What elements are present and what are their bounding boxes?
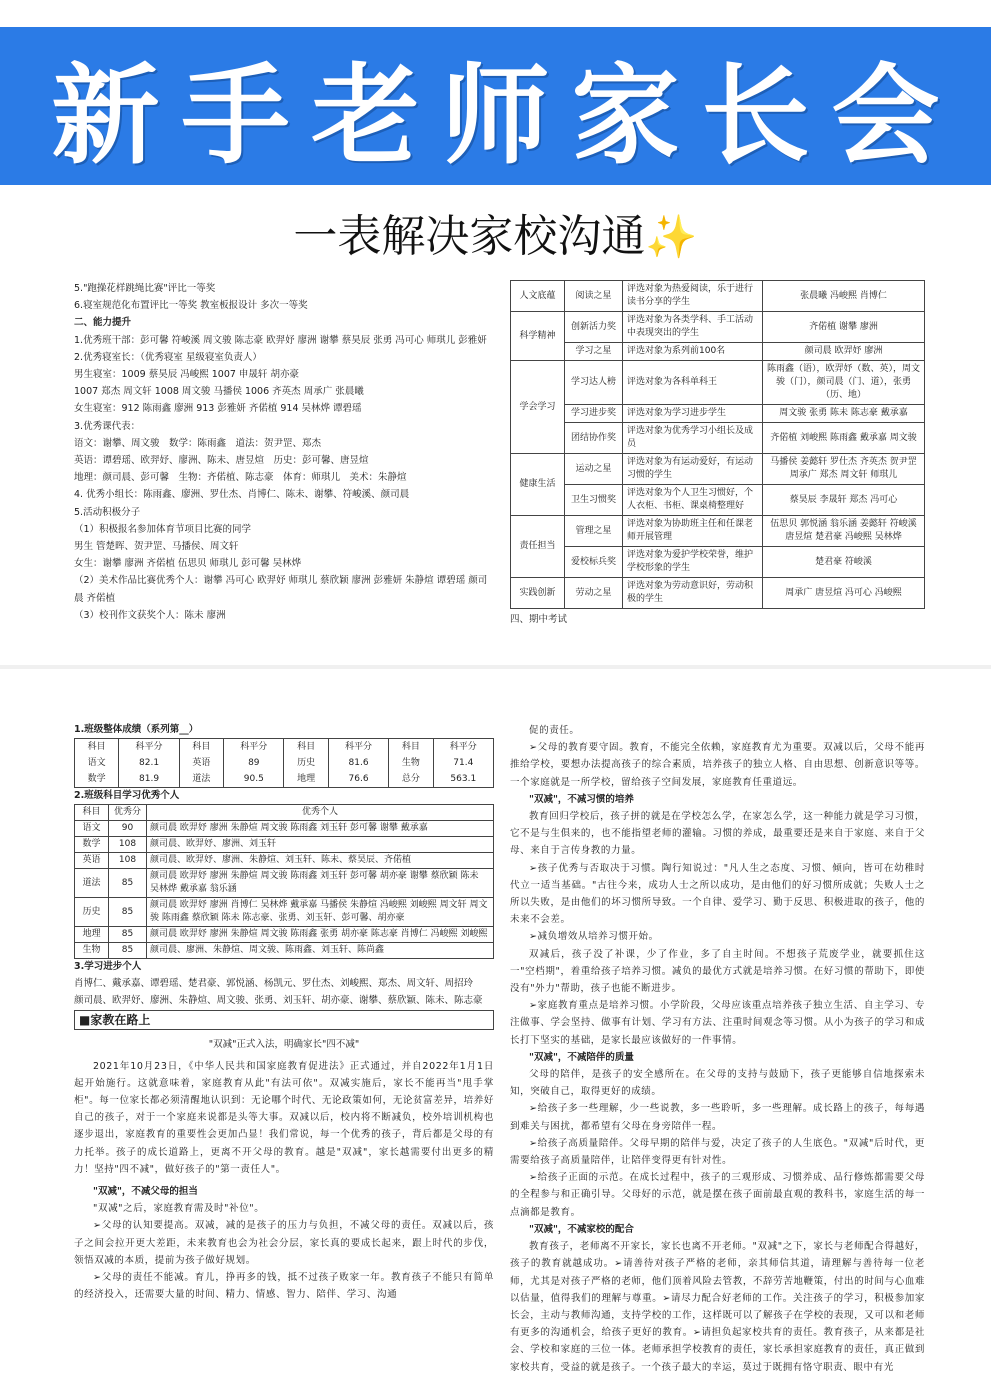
paragraph: 教育孩子，老师离不开家长，家长也离不开老师。"双减"之下，家长与老师配合得越好，孩子的教育就越成功。➢请善待对孩子严格的老师，亲其师信其道，请理解与善待每一位老师，尤其是对孩子严格的老师，他们顶着风险去管教，不辞劳苦地鞭策，付出的时间与心血难以估量，值得我们的理解与尊重。➢请尽力配合好老师的工作。关注孩子的学习，积极参加家长会，主动与教师沟通，支持学校的工作，这样既可以了解孩子在学校的表现，又可以和老师有更多的沟通机会，给孩子更好的教育。➢请担负起家校共育的责任。教育孩子，从来都是社会、学校和家庭的三位一体。老师承担学校教育的责任，家长承担家庭教育的责任，真正做到家校共育，受益的就是孩子。一个孩子最大的幸运，莫过于既拥有恪守职责、眼中有光	[510, 1241, 925, 1373]
section-heading-3: "双减"，不减陪伴的质量	[529, 1051, 634, 1063]
article-intro: 2021年10月23日，《中华人民共和国家庭教育促进法》正式通过，并自2022年1月1日起开始施行。这就意味着，家庭教育从此"有法可依"。双减实施后，家长不能再当"甩手掌柜"。每一位家长都必须清醒地认识到：无论哪个时代、无论政策如何，无论贫富差异，培养好自己的孩子，对于一个家庭来说都是头等大事。双减以后，校内将不断减负，校外培训机构也逐步退出，家庭教育的重要性会更加凸显！我们常说，每一个优秀的孩子，背后都是父母的有力托举。孩子的成长道路上，更离不开父母的教育。越是"双减"，家长越需要付出更多的精力！坚持"四不减"，做好孩子的"第一责任人"。	[74, 1060, 494, 1175]
text-line: 男生寝室：1009 蔡昊辰 冯峻熙 1007 申晟轩 胡亦豪	[74, 369, 299, 381]
names-cell: 颜司晨、欧羿妤、廖洲、刘玉轩	[147, 837, 494, 853]
text-line: 4. 优秀小组长：陈雨鑫、廖洲、罗仕杰、肖博仁、陈未、谢攀、符峻溪、颜司晨	[74, 489, 410, 501]
score-cell: 总分	[389, 771, 433, 788]
award-name: 劳动之星	[565, 578, 623, 609]
award-recipients: 张晨曦 冯峻熙 肖博仁	[763, 281, 925, 312]
excellent-row	[75, 837, 494, 853]
section-1-body	[74, 1200, 494, 1303]
excellent-table-title: 2.班级科目学习优秀个人	[74, 790, 180, 801]
score-cell: 76.6	[328, 771, 388, 788]
score-header: 科目	[389, 739, 433, 756]
score-cell: 71.4	[433, 755, 493, 771]
score-cell: 81.6	[328, 755, 388, 771]
text-line: 6.寝室规范化布置评比一等奖 教室板报设计 多次一等奖	[74, 300, 308, 312]
score-cell: 108	[109, 837, 147, 853]
score-cell: 数学	[75, 771, 119, 788]
excellent-row	[75, 853, 494, 869]
award-category: 责任担当	[511, 516, 565, 578]
text-line: （3）校刊作文获奖个人：陈未 廖洲	[74, 609, 226, 621]
paragraph: ➢孩子优秀与否取决于习惯。陶行知说过："凡人生之态度、习惯、倾向，皆可在幼稚时代立一适当基础。"古往今来，成功人士之所以成功，是由他们的好习惯所成就；失败人士之所以失败，是由他们的坏习惯所导致。一个自律、爱学习、勤于反思、积极进取的孩子，他的未来不会差。	[510, 862, 925, 926]
subject-cell: 英语	[75, 853, 109, 869]
excellent-row	[75, 869, 494, 898]
paragraph: ➢家庭教育重点是培养习惯。小学阶段，父母应该重点培养孩子独立生活、自主学习、专注做事、学会坚持、做事有计划、学习有方法、注重时间观念等习惯。从小为孩子的学习和成长打下坚实的基础，是家长最应该做好的一件事情。	[510, 1000, 925, 1046]
text-line: 5."跑操花样跳绳比赛"评比一等奖	[74, 283, 216, 294]
award-recipients: 马播侯 姜懿轩 罗仕杰 齐英杰 贺尹罡 周承广 郑杰 周文轩 师琪儿	[763, 454, 925, 485]
award-row	[511, 516, 925, 547]
subject-cell: 数学	[75, 837, 109, 853]
award-row	[511, 312, 925, 343]
names-cell: 颜司晨 欧羿妤 廖洲 朱静煊 周文骏 陈雨鑫 张勇 胡亦豪 陈志豪 肖博仁 冯峻熙 刘峻熙	[147, 927, 494, 943]
doc-page-1-right	[510, 280, 925, 628]
score-header: 科目	[284, 739, 328, 756]
names-cell: 颜司晨、廖洲、朱静煊、周文骏、陈雨鑫、刘玉轩、陈尚鑫	[147, 943, 494, 959]
score-header: 科平分	[119, 739, 179, 756]
award-criteria: 评选对象为协助班主任和任课老师开展管理	[623, 516, 763, 547]
award-row	[511, 405, 925, 423]
score-cell: 90	[109, 821, 147, 837]
score-header: 科平分	[433, 739, 493, 756]
award-category: 人文底蕴	[511, 281, 565, 312]
score-row	[75, 771, 494, 788]
score-cell: 生物	[389, 755, 433, 771]
award-recipients: 楚君豪 符峻溪	[763, 547, 925, 578]
excellent-header-row	[75, 805, 494, 821]
paragraph: 双减后，孩子没了补课，少了作业，多了自主时间。不想孩子荒废学业，就要抓住这一"空档期"，着重给孩子培养习惯。减负的最优方式就是培养习惯。在好习惯的帮助下，即使没有"外力"帮助，孩子也能不断进步。	[510, 948, 925, 995]
score-cell: 85	[109, 898, 147, 927]
progress-line: 肖博仁、戴承嘉、谭碧瑶、楚君豪、郭悦涵、杨凯元、罗仕杰、刘峻熙、郑杰、周文轩、周招玲	[74, 978, 474, 989]
progress-title: 3.学习进步个人	[74, 961, 142, 972]
score-table-title: 1.班级整体成绩（系列第__）	[74, 724, 199, 735]
excellent-row	[75, 943, 494, 959]
score-cell: 81.9	[119, 771, 179, 788]
section-3-body	[510, 1066, 925, 1221]
award-criteria: 评选对象为各科单科王	[623, 361, 763, 405]
score-cell: 英语	[179, 755, 223, 771]
award-recipients: 齐偌植 刘峻熙 陈雨鑫 戴承嘉 周文骏	[763, 423, 925, 454]
score-cell: 82.1	[119, 755, 179, 771]
award-name: 学习之星	[565, 343, 623, 361]
award-criteria: 评选对象为个人卫生习惯好，个人衣柜、书柜、课桌椅整理好	[623, 485, 763, 516]
progress-list	[74, 975, 494, 1009]
award-category: 科学精神	[511, 312, 565, 361]
text-line: 女生：谢攀 廖洲 齐偌植 伍思贝 师琪儿 彭可馨 吴林烨	[74, 558, 302, 570]
names-cell: 颜司晨、欧羿妤、廖洲、朱静煊、刘玉轩、陈未、蔡昊辰、齐偌植	[147, 853, 494, 869]
score-header: 科目	[179, 739, 223, 756]
score-cell: 108	[109, 853, 147, 869]
text-line: （1）积极报名参加体育节项目比赛的同学	[74, 523, 252, 535]
page-title: 新手老师家长会	[51, 53, 962, 179]
score-cell: 85	[109, 943, 147, 959]
text-line: 男生 管楚晖、贺尹罡、马播侯、周文轩	[74, 541, 239, 553]
section-2-body	[510, 808, 925, 1049]
subtitle	[0, 200, 991, 264]
award-recipients: 陈雨鑫（语），欧羿妤（数、英），周文骏（门），颜司晨（门、道），张勇（历、地）	[763, 361, 925, 405]
score-cell: 语文	[75, 755, 119, 771]
names-cell: 颜司晨 欧羿妤 廖洲 朱静煊 周文骏 陈雨鑫 刘玉轩 彭可馨 胡亦豪 谢攀 蔡欣颖 陈未 吴林烨 戴承嘉 翁乐涵	[147, 869, 494, 898]
excellent-row	[75, 898, 494, 927]
award-row	[511, 343, 925, 361]
doc-page-2-right	[510, 722, 925, 1376]
award-name: 学习进步奖	[565, 405, 623, 423]
section-4-body	[510, 1238, 925, 1376]
excellent-row	[75, 821, 494, 837]
excellent-header: 优秀分	[109, 805, 147, 821]
award-recipients: 伍思贝 郭悦涵 翁乐涵 姜懿轩 符峻溪 唐昱煊 楚君豪 冯峻熙 吴林烨	[763, 516, 925, 547]
excellent-header: 优秀个人	[147, 805, 494, 821]
award-name: 运动之星	[565, 454, 623, 485]
text-line: 女生寝室：912 陈雨鑫 廖洲 913 彭雅妍 齐偌植 914 吴林烨 谭碧瑶	[74, 403, 362, 415]
score-table	[74, 738, 494, 788]
subject-cell: 地理	[75, 927, 109, 943]
title-banner	[0, 27, 991, 185]
score-header: 科目	[75, 739, 119, 756]
award-category: 健康生活	[511, 454, 565, 516]
award-row	[511, 485, 925, 516]
paragraph: 促的责任。	[529, 725, 580, 736]
award-name: 创新活力奖	[565, 312, 623, 343]
paragraph: 教育回归学校后，孩子拼的就是在学校怎么学，在家怎么学，这一种能力就是学习习惯，它不是与生俱来的，也不能指望老师的灌输。习惯的养成，最重要还是来自于家庭、来自于父母、来自于言传身教的力量。	[510, 811, 925, 857]
doc-page-1-left	[74, 280, 494, 624]
award-recipients: 周承广 唐昱煊 冯可心 冯峻熙	[763, 578, 925, 609]
award-criteria: 评选对象为学习进步学生	[623, 405, 763, 423]
award-name: 团结协作奖	[565, 423, 623, 454]
text-line: 5.活动积极分子	[74, 506, 141, 518]
text-line: 二、能力提升	[74, 317, 132, 329]
paragraph: ➢父母的责任不能减。育儿，挣再多的钱，抵不过孩子败家一年。教育孩子不能只有简单的经济投入，还需要大量的时间、精力、情感、智力、陪伴、学习、沟通	[74, 1272, 494, 1301]
subject-cell: 道法	[75, 869, 109, 898]
score-header: 科平分	[328, 739, 388, 756]
score-header: 科平分	[224, 739, 284, 756]
award-row	[511, 454, 925, 485]
award-criteria: 评选对象为热爱阅读，乐于进行读书分享的学生	[623, 281, 763, 312]
award-row	[511, 578, 925, 609]
score-cell: 道法	[179, 771, 223, 788]
award-criteria: 评选对象为各类学科、手工活动中表现突出的学生	[623, 312, 763, 343]
award-criteria: 评选对象为优秀学习小组长及成员	[623, 423, 763, 454]
score-cell: 563.1	[433, 771, 493, 788]
text-line: 地理：颜司晨、彭可馨 生物：齐偌植、陈志豪 体育：师琪儿 美术：朱静煊	[74, 472, 407, 484]
award-criteria: 评选对象为系列前100名	[623, 343, 763, 361]
award-category: 实践创新	[511, 578, 565, 609]
paragraph: ➢减负增效从培养习惯开始。	[529, 931, 659, 943]
award-name: 阅读之星	[565, 281, 623, 312]
award-criteria: 评选对象为劳动意识好，劳动积极的学生	[623, 578, 763, 609]
section-heading-1: "双减"，不减父母的担当	[93, 1186, 198, 1198]
score-cell: 85	[109, 927, 147, 943]
award-row	[511, 281, 925, 312]
subject-cell: 语文	[75, 821, 109, 837]
excellent-header: 科目	[75, 805, 109, 821]
subtitle-text: 一表解决家校沟通	[293, 211, 646, 262]
text-line: 英语：谭碧瑶、欧羿妤、廖洲、陈未、唐昱煊 历史：彭可馨、唐昱煊	[74, 455, 369, 467]
midterm-heading: 四、期中考试	[510, 614, 568, 625]
award-row	[511, 423, 925, 454]
award-name: 学习达人榜	[565, 361, 623, 405]
excellent-row	[75, 927, 494, 943]
section-heading-2: "双减"，不减习惯的培养	[529, 793, 634, 805]
paragraph: 父母的陪伴，是孩子的安全感所在。在父母的支持与鼓励下，孩子更能够自信地探索未知，突破自己，取得更好的成绩。	[510, 1069, 925, 1098]
text-line: （2）美术作品比赛优秀个人：谢攀 冯可心 欧羿妤 师琪儿 蔡欣颖 廖洲 彭雅妍 朱静煊 谭碧瑶 颜司晨 齐偌植	[74, 575, 488, 604]
text-line: 1.优秀班干部：彭可馨 符峻溪 周文骏 陈志豪 欧羿妤 廖洲 谢攀 蔡昊辰 张勇 冯可心 师琪儿 彭雅妍	[74, 334, 487, 346]
subject-cell: 历史	[75, 898, 109, 927]
article-title: "双减"正式入法，明确家长"四不减"	[208, 1039, 360, 1051]
award-recipients: 蔡昊辰 李晟轩 郑杰 冯可心	[763, 485, 925, 516]
paragraph: ➢给孩子正面的示范。在成长过程中，孩子的三观形成、习惯养成、品行修炼都需要父母的全程参与和正确引导。父母好的示范，就是摆在孩子面前最直观的教科书，家庭生活的每一点滴都是教育。	[510, 1172, 925, 1218]
names-cell: 颜司晨 欧羿妤 廖洲 肖博仁 吴林烨 戴承嘉 马播侯 朱静煊 冯峻熙 刘峻熙 周文轩 周文骏 陈雨鑫 蔡欣颖 陈未 陈志豪、张勇、刘玉轩、彭可馨、胡亦豪	[147, 898, 494, 927]
award-name: 爱校标兵奖	[565, 547, 623, 578]
paragraph: ➢给孩子高质量陪伴。父母早期的陪伴与爱，决定了孩子的人生底色。"双减"后时代，更需要给孩子高质量陪伴，让陪伴变得更有针对性。	[510, 1137, 925, 1167]
score-cell: 90.5	[224, 771, 284, 788]
paragraph: ➢给孩子多一些理解，少一些说教，多一些聆听，多一些理解。成长路上的孩子，每每遇到难关与困扰，都希望有父母在身旁陪伴一程。	[510, 1103, 925, 1132]
section-heading-4: "双减"，不减家校的配合	[529, 1223, 634, 1235]
award-recipients: 颜司晨 欧羿妤 廖洲	[763, 343, 925, 361]
award-name: 卫生习惯奖	[565, 485, 623, 516]
award-category: 学会学习	[511, 361, 565, 454]
score-header-row	[75, 739, 494, 756]
paragraph: ➢父母的认知要提高。双减，减的是孩子的压力与负担，不减父母的责任。双减以后，孩子之间会拉开更大差距，未来教育也会为社会分层，家长真的要成长起来，跟上时代的步伐，领悟双减的本质，提前为孩子做好规划。	[74, 1220, 494, 1266]
text-line: 3.优秀课代表：	[74, 420, 141, 432]
paragraph: ➢父母的教育要守固。教育，不能完全依赖，家庭教育尤为重要。双减以后，父母不能再推给学校，要想办法提高孩子的综合素质，培养孩子的独立人格、自由思想、创新意识等等。一个家庭就是一所学校，留给孩子空间发展，家庭教育任重道远。	[510, 742, 925, 788]
home-education-bar: ■家教在路上	[74, 1010, 494, 1030]
score-row	[75, 755, 494, 771]
award-table	[510, 280, 925, 609]
award-recipients: 周文骏 张勇 陈未 陈志豪 戴承嘉	[763, 405, 925, 423]
text-line: 1007 郑杰 周文轩 1008 周文骏 马播侯 1006 齐英杰 周承广 张晨曦	[74, 386, 364, 398]
award-recipients: 齐偌植 谢攀 廖洲	[763, 312, 925, 343]
progress-line: 颜司晨、欧羿妤、廖洲、朱静煊、周文骏、张勇、刘玉轩、胡亦豪、谢攀、蔡欣颖、陈未、陈志豪	[74, 995, 483, 1007]
paragraph: "双减"之后，家庭教育需及时"补位"。	[93, 1203, 265, 1215]
names-cell: 颜司晨 欧羿妤 廖洲 朱静煊 周文骏 陈雨鑫 刘玉轩 彭可馨 谢攀 戴承嘉	[147, 821, 494, 837]
award-row	[511, 547, 925, 578]
award-criteria: 评选对象为有运动爱好，有运动习惯的学生	[623, 454, 763, 485]
text-line: 语文：谢攀、周文骏 数学：陈雨鑫 道法：贺尹罡、郑杰	[74, 437, 322, 449]
score-cell: 地理	[284, 771, 328, 788]
text-line: 2.优秀寝室长：（优秀寝室 星级寝室负责人）	[74, 351, 262, 363]
section-continued	[510, 722, 925, 791]
sparkle-icon: ✨	[645, 212, 698, 261]
score-cell: 历史	[284, 755, 328, 771]
score-cell: 89	[224, 755, 284, 771]
award-name: 管理之星	[565, 516, 623, 547]
subject-cell: 生物	[75, 943, 109, 959]
award-row	[511, 361, 925, 405]
doc-page-2-left	[74, 722, 494, 1303]
award-criteria: 评选对象为爱护学校荣誉，维护学校形象的学生	[623, 547, 763, 578]
page-divider	[0, 665, 991, 669]
excellent-table	[74, 804, 494, 959]
score-cell: 85	[109, 869, 147, 898]
